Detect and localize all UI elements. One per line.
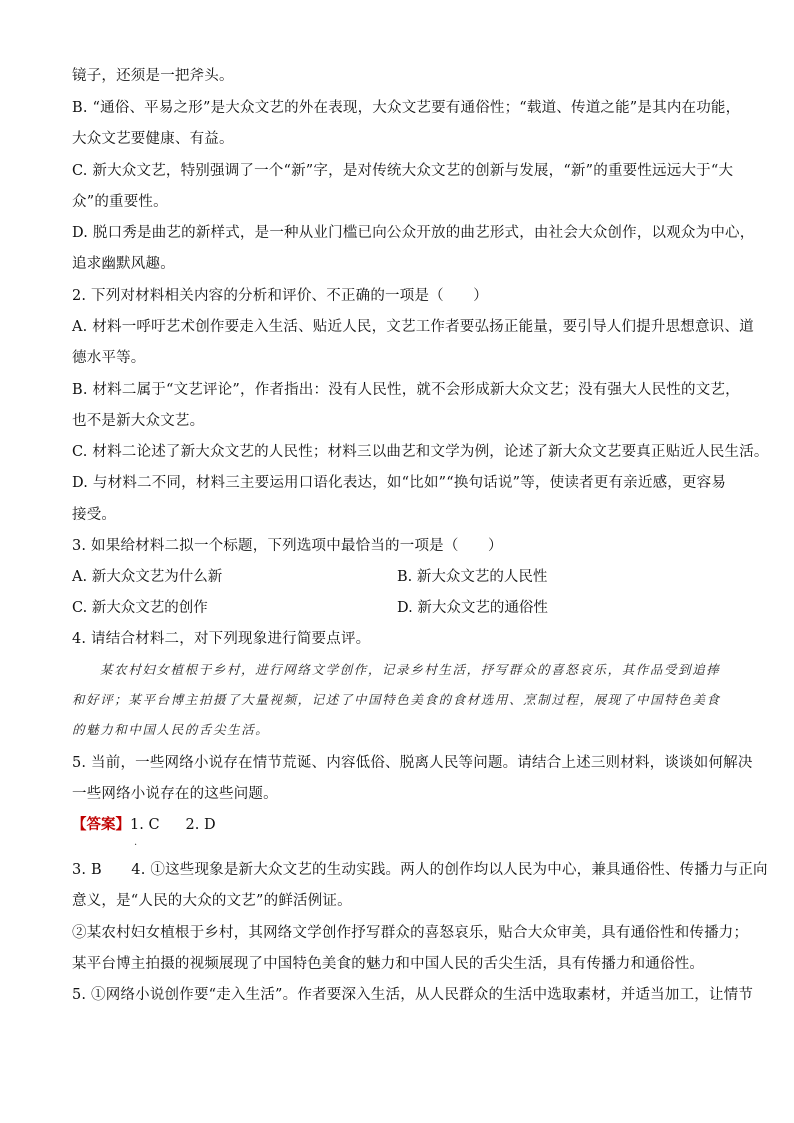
text-line: A. 材料一呼吁艺术创作要走入生活、贴近人民，文艺工作者要弘扬正能量，要引导人们提升思想意识、道 (72, 319, 754, 335)
q3-option-d: D. 新大众文艺的通俗性 (397, 600, 548, 616)
question-2: 2. 下列对材料相关内容的分析和评价、不正确的一项是（ ） (72, 288, 488, 304)
text-line: 镜子，还须是一把斧头。 (72, 68, 234, 84)
dot-mark: · (134, 840, 138, 851)
text-line: 大众文艺要健康、有益。 (72, 131, 234, 147)
text-line: C. 材料二论述了新大众文艺的人民性；材料三以曲艺和文学为例，论述了新大众文艺要真正贴近人民生活。 (72, 444, 769, 460)
answer-2: 2. D (185, 817, 216, 833)
question-3: 3. 如果给材料二拟一个标题，下列选项中最恰当的一项是（ ） (72, 538, 503, 554)
answer-row (72, 815, 216, 835)
text-line: B. “通俗、平易之形”是大众文艺的外在表现，大众文艺要有通俗性；“载道、传道之能”是其内在功能， (72, 100, 741, 116)
text-line: D. 脱口秀是曲艺的新样式，是一种从业门槛已向公众开放的曲艺形式，由社会大众创作，以观众为中心， (72, 225, 755, 241)
answer-line: 3. B 4. ①这些现象是新大众文艺的生动实践。两人的创作均以人民为中心，兼具通俗性、传播力与正向 (72, 862, 768, 878)
answer-line: 某平台博主拍摄的视频展现了中国特色美食的魅力和中国人民的舌尖生活，具有传播力和通俗性。 (72, 956, 705, 972)
text-line: 众”的重要性。 (72, 194, 168, 210)
answer-line: 5. ①网络小说创作要“走入生活”。作者要深入生活，从人民群众的生活中选取素材，并适当加工，让情节 (72, 987, 754, 1003)
question-5: 5. 当前，一些网络小说存在情节荒诞、内容低俗、脱离人民等问题。请结合上述三则材料，谈谈如何解决 (72, 755, 753, 771)
answer-tag: 【答案】 (72, 816, 130, 833)
passage-line: 某农村妇女植根于乡村，进行网络文学创作，记录乡村生活，抒写群众的喜怒哀乐，其作品受到追捧 (100, 662, 721, 677)
answer-line: 意义，是“人民的大众的文艺”的鲜活例证。 (72, 893, 352, 909)
q3-option-a: A. 新大众文艺为什么新 (72, 569, 223, 585)
question-4: 4. 请结合材料二，对下列现象进行简要点评。 (72, 631, 371, 647)
passage-line: 和好评；某平台博主拍摄了大量视频，记述了中国特色美食的食材选用、烹制过程，展现了中国特色美食 (72, 692, 721, 707)
answer-line: ②某农村妇女植根于乡村，其网络文学创作抒写群众的喜怒哀乐，贴合大众审美，具有通俗性和传播力； (72, 925, 749, 941)
answer-1: 1. C (130, 817, 160, 833)
text-line: 也不是新大众文艺。 (72, 413, 205, 429)
text-line: 接受。 (72, 507, 117, 523)
q3-option-b: B. 新大众文艺的人民性 (397, 569, 548, 585)
q3-option-c: C. 新大众文艺的创作 (72, 600, 208, 616)
passage-line: 的魅力和中国人民的舌尖生活。 (72, 722, 270, 737)
text-line: 一些网络小说存在的这些问题。 (72, 786, 278, 802)
text-line: 追求幽默风趣。 (72, 256, 175, 272)
text-line: B. 材料二属于“文艺评论”，作者指出：没有人民性，就不会形成新大众文艺；没有强大人民性的文艺， (72, 382, 740, 398)
text-line: 德水平等。 (72, 350, 146, 366)
text-line: D. 与材料二不同，材料三主要运用口语化表达，如“比如”“换句话说”等，使读者更有亲近感，更容易 (72, 475, 727, 491)
text-line: C. 新大众文艺，特别强调了一个“新”字，是对传统大众文艺的创新与发展，“新”的重要性远远大于“大 (72, 163, 734, 179)
